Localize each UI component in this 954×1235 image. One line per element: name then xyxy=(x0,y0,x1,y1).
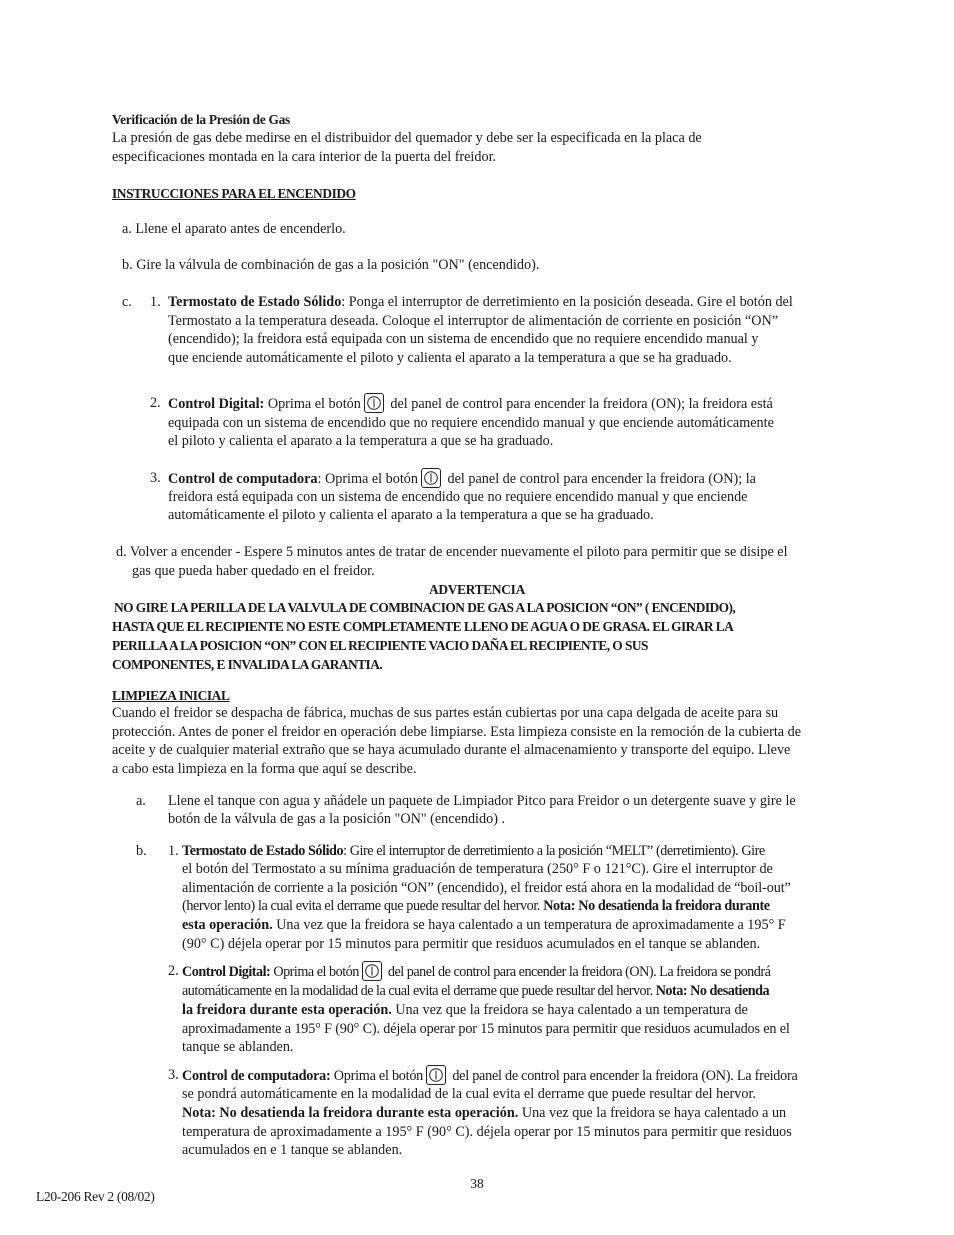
cleaning-b3-text: del panel de control para encender la freidora (ON). La freidora xyxy=(449,1068,798,1084)
lighting-c3-line: freidora está equipada con un sistema de encendido que no requiere encendido manual y que enciende xyxy=(168,489,748,505)
cleaning-b2-line xyxy=(182,1001,748,1020)
cleaning-b3-line xyxy=(182,1065,798,1086)
power-button-icon xyxy=(426,1065,446,1085)
cleaning-b3-text: Oprima el botón xyxy=(330,1068,424,1084)
cleaning-b2-number: 2. xyxy=(168,963,179,979)
cleaning-b2-text: Una vez que la freidora se haya calentado a un temperatura de xyxy=(391,1002,748,1018)
cleaning-b1-line xyxy=(182,897,770,916)
cleaning-step-b-marker: b. xyxy=(136,843,147,859)
cleaning-intro-line: a cabo esta limpieza en la forma que aquí se describe. xyxy=(112,761,417,777)
cleaning-b1-line xyxy=(182,916,786,935)
cleaning-b1-line: el botón del Termostato a su mínima graduación de temperatura (250° F o 121°C). Gire el interruptor de xyxy=(182,861,773,877)
gas-pressure-line: especificaciones montada en la cara interior de la puerta del freidor. xyxy=(112,149,497,165)
power-button-icon xyxy=(362,961,382,981)
cleaning-b3-note: Nota: No desatienda la freidora durante esta operación. xyxy=(182,1105,519,1121)
cleaning-b3-line: acumulados en e 1 tanque se ablanden. xyxy=(182,1142,403,1158)
lighting-c2-text: del panel de control para encender la freidora (ON); la freidora está xyxy=(386,396,773,412)
cleaning-b1-number: 1. xyxy=(168,843,179,859)
lighting-step-d: gas que pueda haber quedado en el freidor. xyxy=(132,563,375,579)
cleaning-b2-note: Nota: No desatienda xyxy=(655,983,770,999)
lighting-c3-line: automáticamente el piloto y calienta el aparato a la temperatura a que se ha graduado. xyxy=(168,507,654,523)
lighting-c3-title: Control de computadora xyxy=(168,471,318,487)
cleaning-heading: LIMPIEZA INICIAL xyxy=(112,688,230,703)
cleaning-b3-text: Una vez que la freidora se haya calentado a un xyxy=(518,1105,787,1121)
lighting-step-b: b. Gire la válvula de combinación de gas a la posición "ON" (encendido). xyxy=(122,257,540,273)
cleaning-b3-line xyxy=(182,1104,786,1123)
cleaning-b1-text: (hervor lento) la cual evita el derrame que puede resultar del hervor. xyxy=(182,898,544,914)
cleaning-b2-line: aproximadamente a 195° F (90° C). déjela operar por 15 minutos para permitir que residuos acumulados en el xyxy=(182,1021,790,1037)
cleaning-b1-note: Nota: No desatienda la freidora durante xyxy=(543,898,770,914)
cleaning-b2-line xyxy=(182,961,770,982)
cleaning-b1-line: alimentación de corriente a la posición “ON” (encendido), el freidor está ahora en la modalidad de “boil-out” xyxy=(182,880,791,896)
cleaning-b1-line xyxy=(182,842,765,861)
cleaning-b3-line: se pondrá automáticamente en la modalidad de la cual evita el derrame que puede resultar del hervor. xyxy=(182,1086,756,1102)
cleaning-b1-text: : Gire el interruptor de derretimiento a la posición “MELT” (derretimiento). Gire xyxy=(343,843,765,859)
warning-line: PERILLA A LA POSICION “ON” CON EL RECIPIENTE VACIO DAÑA EL RECIPIENTE, O SUS xyxy=(112,638,648,653)
cleaning-step-a-marker: a. xyxy=(136,793,146,809)
power-button-icon xyxy=(364,393,384,413)
lighting-c3-text: del panel de control para encender la freidora (ON); la xyxy=(443,471,756,487)
cleaning-b2-text: automáticamente en la modalidad de la cual evita el derrame que puede resultar del hervor. xyxy=(182,983,656,999)
lighting-c2-line: equipada con un sistema de encendido que no requiere encendido manual y que enciende automáticamente xyxy=(168,415,774,431)
cleaning-intro-line: protección. Antes de poner el freidor en operación debe limpiarse. Esta limpieza consiste en la remoción de la cubierta de xyxy=(112,724,802,740)
cleaning-b2-note: la freidora durante esta operación. xyxy=(182,1002,392,1018)
lighting-step-c-marker: c. xyxy=(122,294,132,310)
cleaning-b2-text: del panel de control para encender la freidora (ON). La freidora se pondrá xyxy=(384,964,771,980)
cleaning-b2-text: Oprima el botón xyxy=(270,964,359,980)
lighting-c2-line: el piloto y calienta el aparato a la temperatura a que se ha graduado. xyxy=(168,433,554,449)
cleaning-intro-line: aceite y de cualquier material extraño que se haya acumulado durante el almacenamiento y transporte del equipo. Lleve xyxy=(112,742,791,758)
lighting-c2-title: Control Digital: xyxy=(168,396,265,412)
lighting-c1-line xyxy=(168,293,793,312)
lighting-c1-line: (encendido); la freidora está equipada con un sistema de encendido que no requiere encendido manual y xyxy=(168,331,759,347)
lighting-c1-line: que enciende automáticamente el piloto y calienta el aparato a la temperatura a que se ha graduado. xyxy=(168,350,732,366)
cleaning-b1-text: Una vez que la freidora se haya calentado a un temperatura de aproximadamente a 195° F xyxy=(272,917,786,933)
cleaning-step-a-line: botón de la válvula de gas a la posición "ON" (encendido) . xyxy=(168,811,506,827)
cleaning-b3-line: temperatura de aproximadamente a 195° F (90° C). déjela operar por 15 minutos para permitir que residuos xyxy=(182,1124,792,1140)
cleaning-b1-note: esta operación. xyxy=(182,917,273,933)
cleaning-b1-title: Termostato de Estado Sólido xyxy=(182,843,344,859)
lighting-c1-text: : Ponga el interruptor de derretimiento en la posición deseada. Gire el botón del xyxy=(341,294,793,310)
warning-line: COMPONENTES, E INVALIDA LA GARANTIA. xyxy=(112,657,383,672)
lighting-c1-line: Termostato a la temperatura deseada. Coloque el interruptor de alimentación de corriente en posición “ON” xyxy=(168,313,779,329)
lighting-c3-line xyxy=(168,468,756,489)
lighting-step-a: a. Llene el aparato antes de encenderlo. xyxy=(122,221,346,237)
gas-pressure-line: La presión de gas debe medirse en el distribuidor del quemador y debe ser la especificada en la placa de xyxy=(112,130,702,146)
lighting-c2-number: 2. xyxy=(150,395,161,411)
cleaning-intro-line: Cuando el freidor se despacha de fábrica, muchas de sus partes están cubiertas por una capa delgada de aceite para su xyxy=(112,705,779,721)
lighting-heading: INSTRUCCIONES PARA EL ENCENDIDO xyxy=(112,186,356,201)
lighting-step-d: d. Volver a encender - Espere 5 minutos antes de tratar de encender nuevamente el piloto para permitir que se disipe el xyxy=(116,544,788,560)
warning-title: ADVERTENCIA xyxy=(429,582,525,597)
lighting-c2-text: Oprima el botón xyxy=(264,396,361,412)
cleaning-b3-title: Control de computadora: xyxy=(182,1068,331,1084)
cleaning-b1-line: (90° C) déjela operar por 15 minutos para permitir que residuos acumulados en el tanque se ablanden. xyxy=(182,936,761,952)
gas-pressure-heading: Verificación de la Presión de Gas xyxy=(112,112,290,127)
cleaning-b2-line: tanque se ablanden. xyxy=(182,1039,294,1055)
cleaning-b3-number: 3. xyxy=(168,1067,179,1083)
page-number: 38 xyxy=(470,1176,484,1191)
lighting-c2-line xyxy=(168,393,773,414)
warning-line: HASTA QUE EL RECIPIENTE NO ESTE COMPLETAMENTE LLENO DE AGUA O DE GRASA. EL GIRAR LA xyxy=(112,619,734,634)
lighting-c1-number: 1. xyxy=(150,294,161,310)
warning-line: NO GIRE LA PERILLA DE LA VALVULA DE COMBINACION DE GAS A LA POSICION “ON” ( ENCENDIDO), xyxy=(114,600,736,615)
lighting-c3-number: 3. xyxy=(150,470,161,486)
document-code: L20-206 Rev 2 (08/02) xyxy=(36,1189,155,1204)
lighting-c1-title: Termostato de Estado Sólido xyxy=(168,294,342,310)
cleaning-b2-line xyxy=(182,982,769,1001)
lighting-c3-text: : Oprima el botón xyxy=(317,471,418,487)
cleaning-b2-title: Control Digital: xyxy=(182,964,271,980)
power-button-icon xyxy=(421,468,441,488)
cleaning-step-a-line: Llene el tanque con agua y añádele un paquete de Limpiador Pitco para Freidor o un detergente suave y gire le xyxy=(168,793,796,809)
